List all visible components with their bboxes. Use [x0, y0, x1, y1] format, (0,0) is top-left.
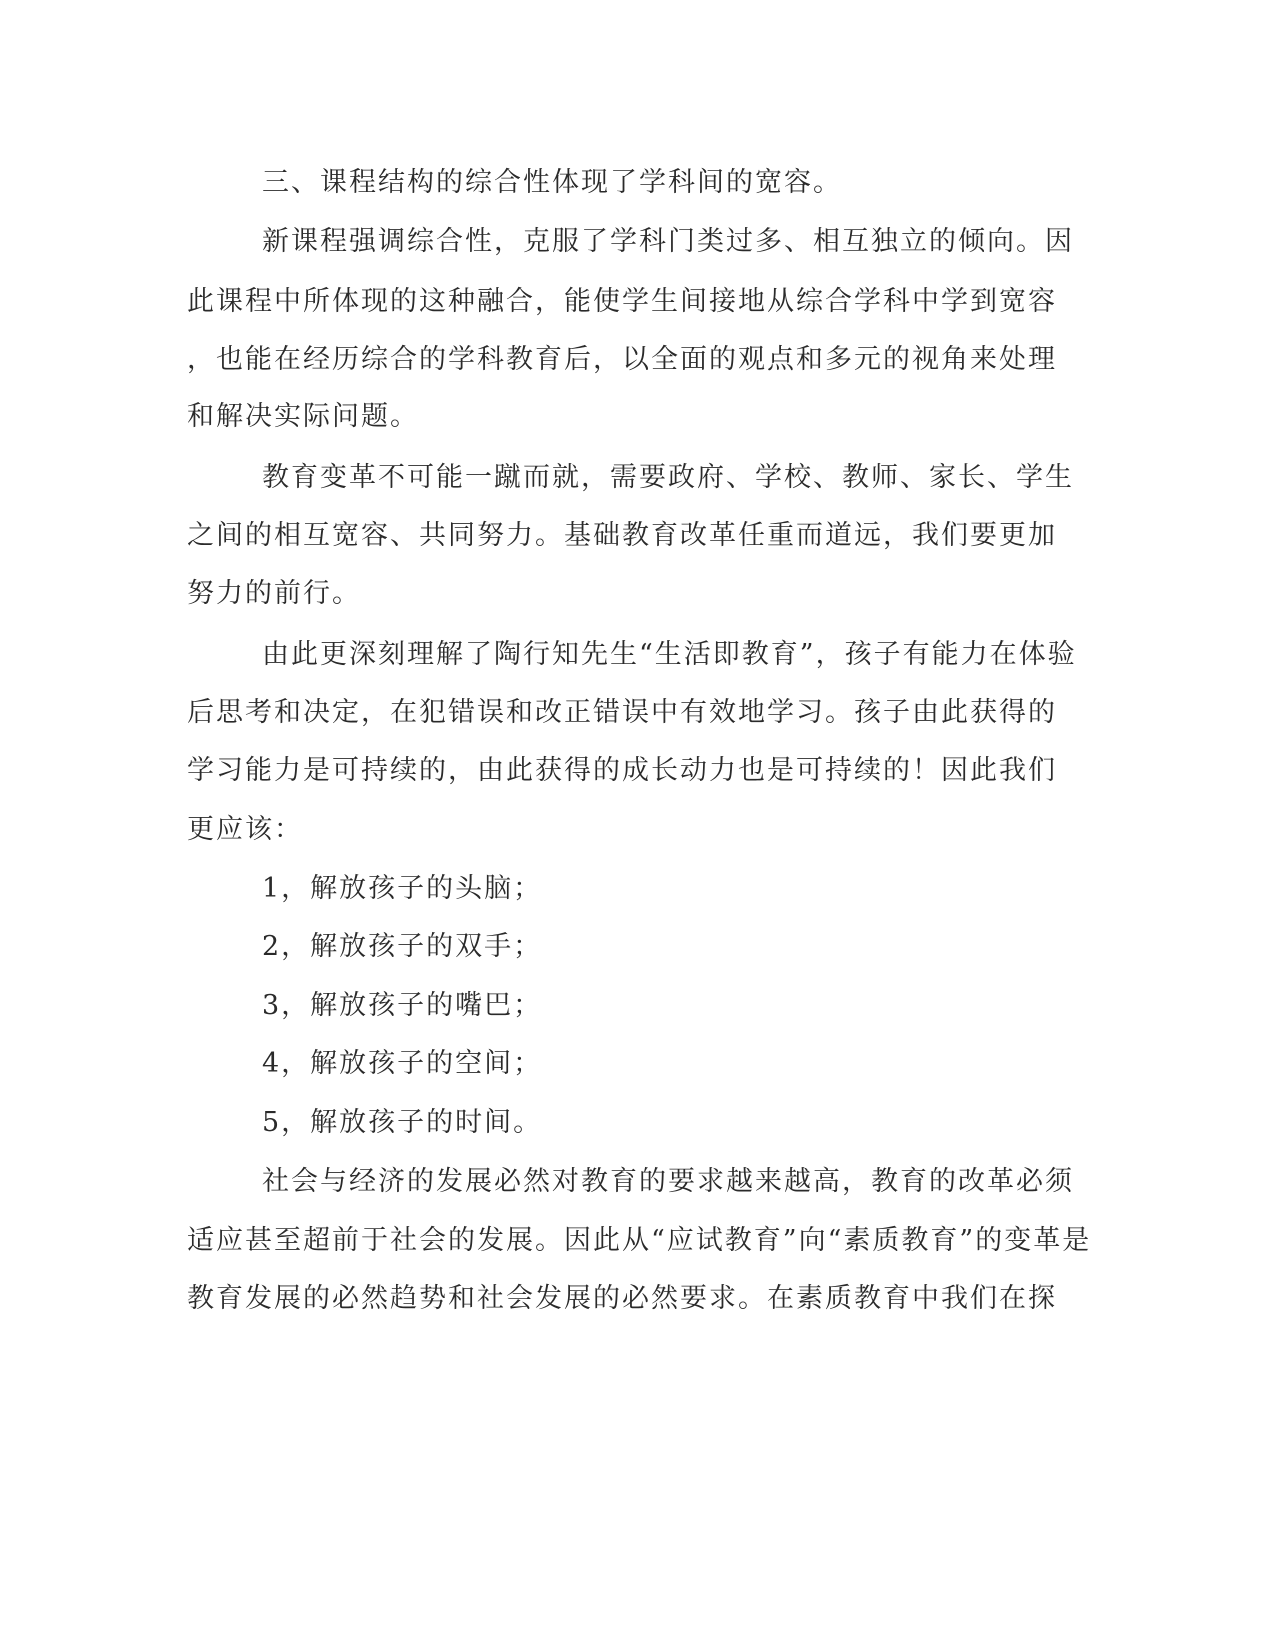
paragraph-line: 新课程强调综合性，克服了学科门类过多、相互独立的倾向。因	[262, 226, 1074, 257]
paragraph-line: 和解决实际问题。	[187, 401, 419, 432]
list-item: 1，解放孩子的头脑；	[262, 873, 543, 904]
section-heading: 三、课程结构的综合性体现了学科间的宽容。	[262, 167, 842, 198]
paragraph-line: 之间的相互宽容、共同努力。基础教育改革任重而道远，我们要更加	[187, 520, 1057, 551]
list-item: 2，解放孩子的双手；	[262, 931, 543, 962]
paragraph-line: 此课程中所体现的这种融合，能使学生间接地从综合学科中学到宽容	[187, 286, 1057, 317]
paragraph-line: 后思考和决定，在犯错误和改正错误中有效地学习。孩子由此获得的	[187, 697, 1057, 728]
paragraph-line: ，也能在经历综合的学科教育后，以全面的观点和多元的视角来处理	[187, 344, 1057, 375]
paragraph-line: 教育发展的必然趋势和社会发展的必然要求。在素质教育中我们在探	[187, 1283, 1057, 1314]
paragraph-line: 适应甚至超前于社会的发展。因此从“应试教育”向“素质教育”的变革是	[187, 1225, 1092, 1256]
paragraph-line: 更应该：	[187, 814, 303, 845]
list-item: 4，解放孩子的空间；	[262, 1048, 543, 1079]
list-item: 5，解放孩子的时间。	[262, 1107, 543, 1138]
paragraph-line: 由此更深刻理解了陶行知先生“生活即教育”，孩子有能力在体验	[262, 639, 1077, 670]
paragraph-line: 教育变革不可能一蹴而就，需要政府、学校、教师、家长、学生	[262, 462, 1074, 493]
list-item: 3，解放孩子的嘴巴；	[262, 990, 543, 1021]
paragraph-line: 学习能力是可持续的，由此获得的成长动力也是可持续的！因此我们	[187, 755, 1057, 786]
paragraph-line: 努力的前行。	[187, 578, 361, 609]
paragraph-line: 社会与经济的发展必然对教育的要求越来越高，教育的改革必须	[262, 1166, 1074, 1197]
